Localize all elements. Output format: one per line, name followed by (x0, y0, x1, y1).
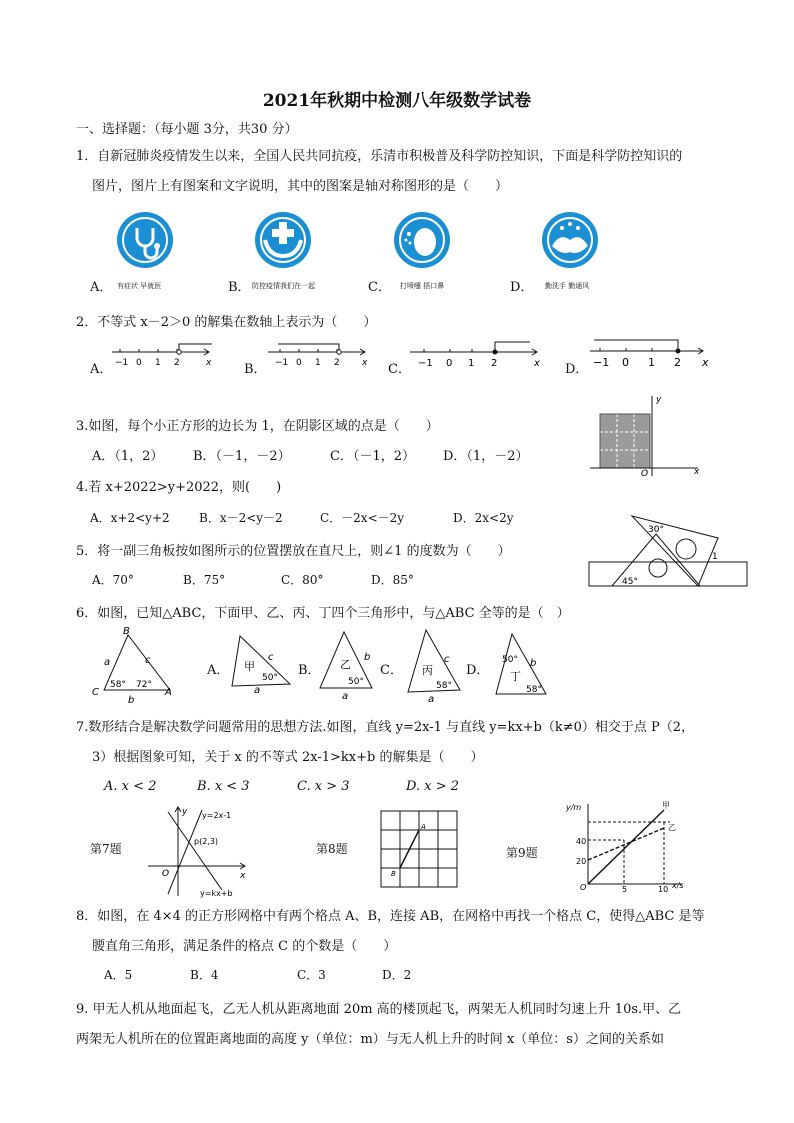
triangle-name: 丁 (510, 670, 521, 683)
handwash-icon (540, 210, 600, 270)
q7-option-c[interactable]: C. x > 3 (297, 779, 350, 794)
axis-label: y/m (566, 803, 582, 812)
q1-caption-d: 勤洗手 勤通风 (545, 282, 590, 290)
axis-label: y (656, 395, 662, 405)
angle-label: 72° (136, 680, 152, 690)
q6-triangle-jia (228, 630, 298, 695)
tick-label: x (362, 358, 368, 368)
stethoscope-icon (115, 210, 175, 270)
tick-label: 1 (468, 358, 475, 369)
q8-option-d[interactable]: D．2 (382, 968, 412, 982)
q6-text: 6．如图，已知△ABC，下面甲、乙、丙、丁四个三角形中，与△ABC 全等的是（ ） (76, 606, 570, 621)
side-label: c (444, 654, 450, 665)
q6-option-d[interactable]: D． (466, 663, 490, 678)
tick-label: −1 (115, 358, 129, 368)
q7-option-a[interactable]: A. x < 2 (104, 779, 157, 794)
q4-option-d[interactable]: D．2x<2y (453, 511, 514, 525)
q7-option-d[interactable]: D. x > 2 (406, 779, 459, 794)
q2-text: 2．不等式 x－2＞0 的解集在数轴上表示为（ ） (76, 315, 377, 330)
tick-label: x (534, 358, 540, 369)
q2-option-c[interactable]: C． (388, 362, 411, 377)
axis-label: x/s (672, 881, 684, 890)
vertex-label: A (165, 687, 172, 698)
tick-label: x (206, 358, 212, 368)
q4-option-c[interactable]: C．－2x<－2y (320, 511, 405, 525)
tick-label: 0 (622, 356, 629, 369)
q8-option-a[interactable]: A．5 (104, 968, 133, 982)
side-label: a (342, 691, 349, 702)
series-label: 甲 (662, 801, 670, 810)
tick-label: 1 (315, 358, 321, 368)
q6-triangle-yi (316, 628, 381, 703)
tick-label: −1 (593, 356, 610, 369)
q6-option-a[interactable]: A． (207, 663, 230, 678)
q1-option-c[interactable]: C． (368, 280, 391, 295)
tick-label: 0 (446, 358, 453, 369)
q6-triangle-ding (490, 628, 555, 703)
section-header: 一、选择题：（每小题 3分，共30 分） (76, 122, 298, 137)
origin-label: O (641, 469, 649, 479)
tick-label: 2 (334, 358, 340, 368)
sneeze-icon (392, 210, 452, 270)
tick-label: 40 (576, 837, 587, 846)
tick-label: 20 (576, 857, 587, 866)
tick-label: x (702, 356, 709, 369)
angle-label: 45° (622, 577, 638, 587)
q2-numberline-b (268, 340, 378, 370)
q8-line2: 腰直角三角形，满足条件的格点 C 的个数是（ ） (92, 939, 397, 954)
angle-label: 58° (110, 680, 126, 690)
axis-label: y (182, 807, 188, 817)
q9-fig-label: 第9题 (506, 846, 538, 860)
q1-caption-b: 防控疫情我们在一起 (252, 282, 315, 290)
side-label: b (128, 695, 135, 706)
tick-label: 1 (155, 358, 161, 368)
q1-caption-a: 有症状 早就医 (117, 282, 162, 290)
q5-option-c[interactable]: C．80° (281, 573, 324, 587)
q1-option-d[interactable]: D． (510, 280, 534, 295)
q1-option-a[interactable]: A． (90, 280, 113, 295)
vertex-label: B (123, 626, 130, 637)
q3-text: 3.如图，每个小正方形的边长为 1，在阴影区域的点是（ ） (76, 419, 439, 434)
q8-option-c[interactable]: C．3 (297, 968, 326, 982)
q8-fig-label: 第8题 (316, 842, 348, 856)
side-label: c (145, 655, 151, 666)
side-label: a (254, 685, 261, 696)
series-label: 乙 (668, 823, 676, 832)
triangle-name: 乙 (340, 658, 351, 671)
tick-label: 2 (491, 358, 498, 369)
origin-label: O (580, 883, 587, 892)
axis-label: x (694, 467, 700, 477)
q6-option-c[interactable]: C． (380, 663, 403, 678)
side-label: b (364, 652, 371, 663)
tick-label: 10 (658, 885, 669, 894)
angle-label: 50° (502, 655, 518, 665)
q3-option-c[interactable]: C．（－1，2） (330, 449, 415, 464)
tick-label: 0 (136, 358, 142, 368)
tick-label: −1 (418, 358, 433, 369)
q7-line1: 7.数形结合是解决数学问题常用的思想方法.如图，直线 y=2x-1 与直线 y=kx+b（k≠0）相交于点 P（2， (76, 720, 695, 735)
triangle-name: 丙 (422, 664, 433, 677)
q9-line2: 两架无人机所在的位置距离地面的高度 y（单位：m）与无人机上升的时间 x（单位：s）之间的关系如 (76, 1032, 664, 1047)
angle-label: 1 (712, 552, 718, 562)
q3-option-b[interactable]: B．（－1，－2） (193, 449, 291, 464)
q1-caption-c: 打喷嚏 捂口鼻 (400, 282, 445, 290)
tick-label: 0 (296, 358, 302, 368)
q6-option-b[interactable]: B． (298, 663, 321, 678)
q4-text: 4.若 x+2022>y+2022，则( ) (76, 480, 282, 495)
side-label: a (428, 694, 435, 705)
vertex-label: C (92, 687, 99, 698)
q2-option-b[interactable]: B． (244, 362, 267, 377)
angle-label: 58° (436, 681, 452, 691)
q4-option-b[interactable]: B．x－2<y－2 (199, 511, 283, 525)
side-label: b (530, 658, 537, 669)
angle-label: 30° (648, 525, 664, 535)
side-label: c (268, 652, 274, 663)
hands-cross-icon (253, 210, 313, 270)
q9-line1: 9. 甲无人机从地面起飞，乙无人机从距离地面 20m 高的楼顶起飞，两架无人机同时匀速上升 10s.甲、乙 (76, 1002, 682, 1017)
q1-line2: 图片，图片上有图案和文字说明，其中的图案是轴对称图形的是（ ） (92, 179, 509, 194)
q7-line2: 3）根据图象可知，关于 x 的不等式 2x-1>kx+b 的解集是（ ） (92, 750, 484, 765)
page-title: 2021年秋期中检测八年级数学试卷 (262, 91, 532, 111)
q5-text: 5．将一副三角板按如图所示的位置摆放在直尺上，则∠1 的度数为（ ） (76, 544, 511, 559)
q1-option-b[interactable]: B． (228, 280, 251, 295)
angle-label: 58° (526, 685, 542, 695)
triangle-name: 甲 (244, 660, 255, 673)
tick-label: 2 (674, 356, 681, 369)
line-label: y=kx+b (200, 889, 233, 898)
q5-option-a[interactable]: A．70° (92, 573, 134, 587)
q6-triangle-bing (402, 626, 467, 704)
q6-triangle-abc (90, 625, 180, 705)
axis-label: x (240, 871, 246, 881)
q2-numberline-a (112, 340, 222, 370)
q2-numberline-d (590, 335, 720, 370)
q2-option-d[interactable]: D． (565, 362, 589, 377)
q8-line1: 8．如图，在 4×4 的正方形网格中有两个格点 A、B，连接 AB，在网格中再找一个格点 C，使得△ABC 是等 (76, 909, 705, 924)
point-label: B (391, 870, 396, 878)
q3-option-a[interactable]: A．（1，2） (92, 449, 164, 464)
angle-label: 50° (348, 677, 364, 687)
q7-graph (148, 806, 258, 898)
q7-option-b[interactable]: B. x < 3 (197, 779, 250, 794)
q4-option-a[interactable]: A．x+2<y+2 (90, 511, 170, 525)
q7-fig-label: 第7题 (90, 842, 122, 856)
point-label: A (421, 823, 426, 831)
q5-option-d[interactable]: D．85° (371, 573, 414, 587)
q5-option-b[interactable]: B．75° (183, 573, 226, 587)
tick-label: 1 (648, 356, 655, 369)
q2-option-a[interactable]: A． (90, 362, 113, 377)
point-label: p(2,3) (194, 837, 219, 846)
angle-label: 50° (262, 673, 278, 683)
side-label: a (104, 657, 111, 668)
q3-option-d[interactable]: D．（1，－2） (443, 449, 529, 464)
q1-line1: 1．自新冠肺炎疫情发生以来，全国人民共同抗疫，乐清市积极普及科学防控知识，下面是科学防控知识的 (76, 149, 683, 164)
line-label: y=2x-1 (202, 811, 232, 820)
tick-label: 2 (174, 358, 180, 368)
tick-label: −1 (275, 358, 289, 368)
origin-label: O (162, 869, 170, 879)
q8-grid (380, 810, 460, 888)
q5-figure (588, 512, 750, 588)
q3-figure (590, 392, 705, 478)
q9-graph (566, 800, 684, 894)
tick-label: 5 (622, 885, 628, 894)
q8-option-b[interactable]: B．4 (190, 968, 219, 982)
q2-numberline-c (410, 338, 550, 370)
